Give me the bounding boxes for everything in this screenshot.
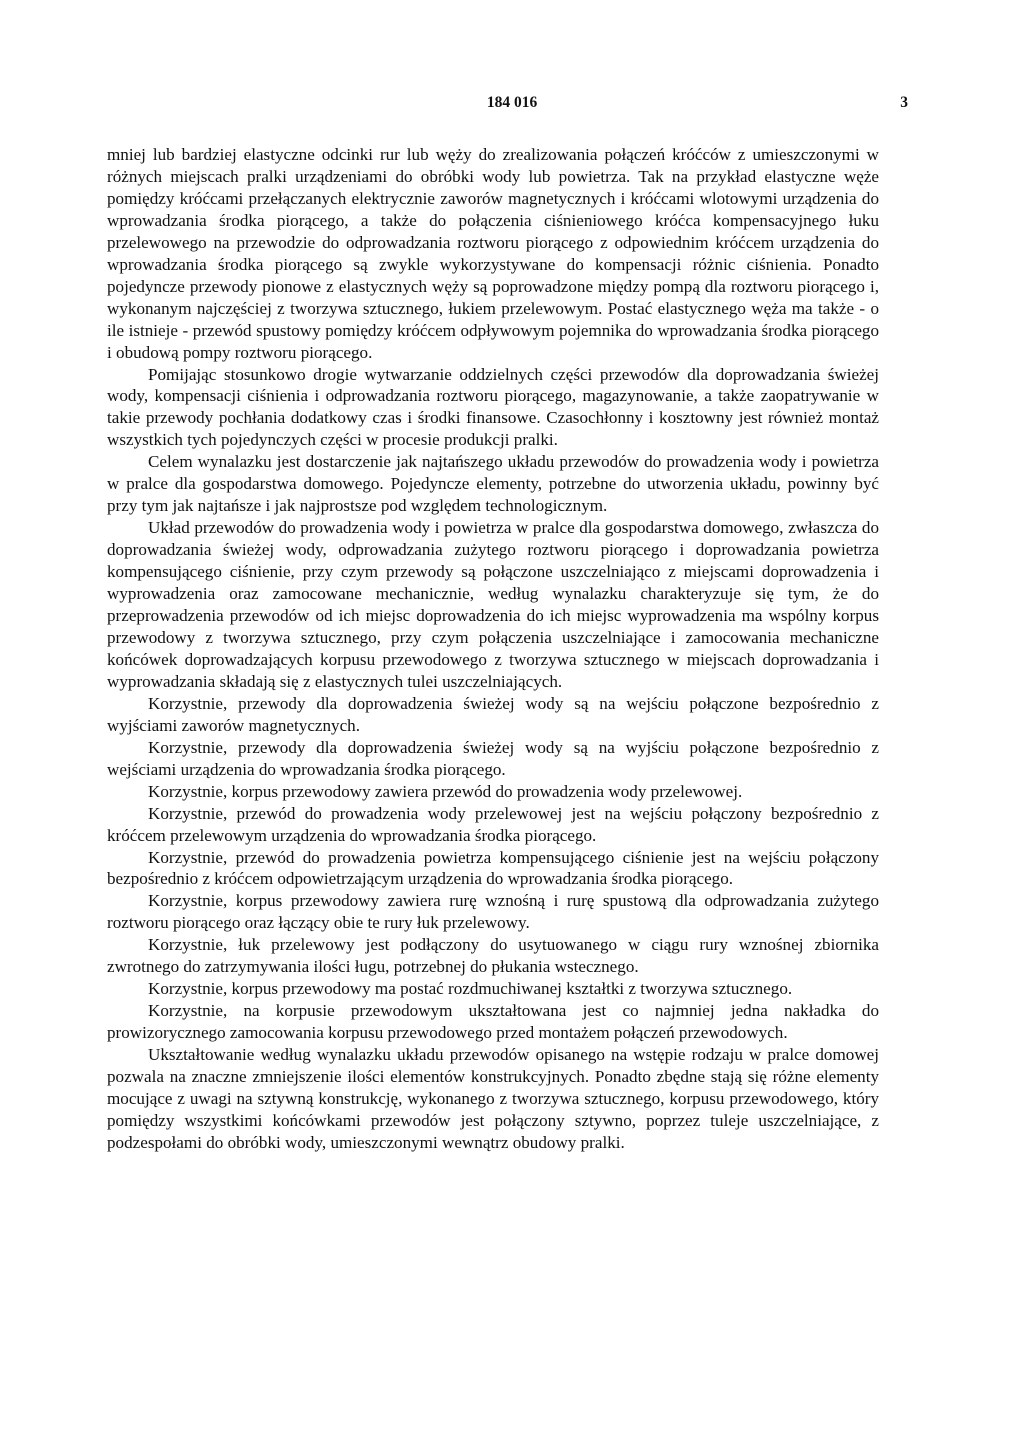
paragraph: Celem wynalazku jest dostarczenie jak najtańszego układu przewodów do prowadzenia wody i powietrza w pralce dla gospodarstwa domowego. Pojedyncze elementy, potrzebne do utworzenia układu, powinny być przy tym jak najtańsze i jak najprostsze pod względem technologicznym. (107, 452, 879, 516)
paragraph: Korzystnie, łuk przelewowy jest podłączony do usytuowanego w ciągu rury wznośnej zbiornika zwrotnego do zatrzymywania ilości ługu, potrzebnej do płukania wstecznego. (107, 935, 879, 977)
paragraph: Korzystnie, przewód do prowadzenia powietrza kompensującego ciśnienie jest na wejściu połączony bezpośrednio z króćcem odpowietrzającym urządzenia do wprowadzania środka piorącego. (107, 847, 879, 889)
paragraph: Pomijając stosunkowo drogie wytwarzanie oddzielnych części przewodów dla doprowadzania świeżej wody, kompensacji ciśnienia i odprowadzania roztworu piorącego, magazynowanie, a także zaopatrywanie w takie przewody pochłania dodatkowy czas i środki finansowe. Czasochłonny i kosztowny jest również montaż wszystkich tych pojedynczych części w procesie produkcji pralki. (107, 364, 879, 450)
paragraph: Korzystnie, korpus przewodowy zawiera przewód do prowadzenia wody przelewowej. (148, 781, 743, 801)
page-header (0, 94, 1024, 118)
paragraph: Ukształtowanie według wynalazku układu przewodów opisanego na wstępie rodzaju w pralce domowej pozwala na znaczne zmniejszenie ilości elementów konstrukcyjnych. Ponadto zbędne stają się różne elementy mocujące z uwagi na sztywną konstrukcję, wykonanego z tworzywa sztucznego, korpusu przewodowego, który pomiędzy wszystkimi końcówkami przewodów jest połączony sztywno, poprzez tuleje uszczelniające, z podzespołami do obróbki wody, umieszczonymi wewnątrz obudowy pralki. (107, 1045, 879, 1152)
paragraph: Korzystnie, korpus przewodowy ma postać rozdmuchiwanej kształtki z tworzywa sztucznego. (148, 979, 793, 999)
patent-number: 184 016 (486, 94, 538, 111)
paragraph: Korzystnie, przewody dla doprowadzenia świeżej wody są na wejściu połączone bezpośrednio z wyjściami zaworów magnetycznych. (107, 693, 879, 735)
paragraph: Korzystnie, przewód do prowadzenia wody przelewowej jest na wejściu połączony bezpośrednio z króćcem przelewowym urządzenia do wprowadzania środka piorącego. (107, 803, 879, 845)
page-number: 3 (900, 94, 908, 111)
paragraph: Układ przewodów do prowadzenia wody i powietrza w pralce dla gospodarstwa domowego, zwłaszcza do doprowadzania świeżej wody, odprowadzania zużytego roztworu piorącego i doprowadzania powietrza kompensującego ciśnienie, przy czym przewody są połączone uszczelniająco z miejscami doprowadzenia i wyprowadzenia oraz zamocowane mechanicznie, według wynalazku charakteryzuje się tym, że do przeprowadzenia przewodów od ich miejsc doprowadzenia do ich miejsc wyprowadzenia ma wspólny korpus przewodowy z tworzywa sztucznego, przy czym połączenia uszczelniające i zamocowania mechaniczne końcówek doprowadzających korpusu przewodowego z tworzywa sztucznego w miejscach doprowadzania i wyprowadzania składają się z elastycznych tulei uszczelniających. (107, 518, 879, 691)
paragraph: Korzystnie, korpus przewodowy zawiera rurę wznośną i rurę spustową dla odprowadzania zużytego roztworu piorącego oraz łączący obie te rury łuk przelewowy. (107, 891, 879, 933)
paragraph: Korzystnie, na korpusie przewodowym ukształtowana jest co najmniej jedna nakładka do prowizorycznego zamocowania korpusu przewodowego przed montażem połączeń przewodowych. (107, 1001, 879, 1043)
paragraph: Korzystnie, przewody dla doprowadzenia świeżej wody są na wyjściu połączone bezpośrednio z wejściami urządzenia do wprowadzania środka piorącego. (107, 737, 879, 779)
body-text (107, 144, 879, 1154)
paragraph-continuation: mniej lub bardziej elastyczne odcinki rur lub węży do zrealizowania połączeń króćców z umieszczonymi w różnych miejscach pralki urządzeniami do obróbki wody lub powietrza. Tak na przykład elastyczne węże pomiędzy króćcami przełączanych elektrycznie zaworów magnetycznych i króćcami wlotowymi urządzenia do wprowadzania środka piorącego, a także do połączenia ciśnieniowego króćca kompensacyjnego łuku przelewowego na przewodzie do odprowadzania roztworu piorącego z odpowiednim króćcem urządzenia do wprowadzania środka piorącego są zwykle wykorzystywane do kompensacji różnic ciśnienia. Ponadto pojedyncze przewody pionowe z elastycznych węży są poprowadzone między pompą dla roztworu piorącego i, wykonanym najczęściej z tworzywa sztucznego, łukiem przelewowym. Postać elastycznego węża ma także - o ile istnieje - przewód spustowy pomiędzy króćcem odpływowym pojemnika do wprowadzania środka piorącego i obudową pompy roztworu piorącego. (107, 145, 879, 362)
